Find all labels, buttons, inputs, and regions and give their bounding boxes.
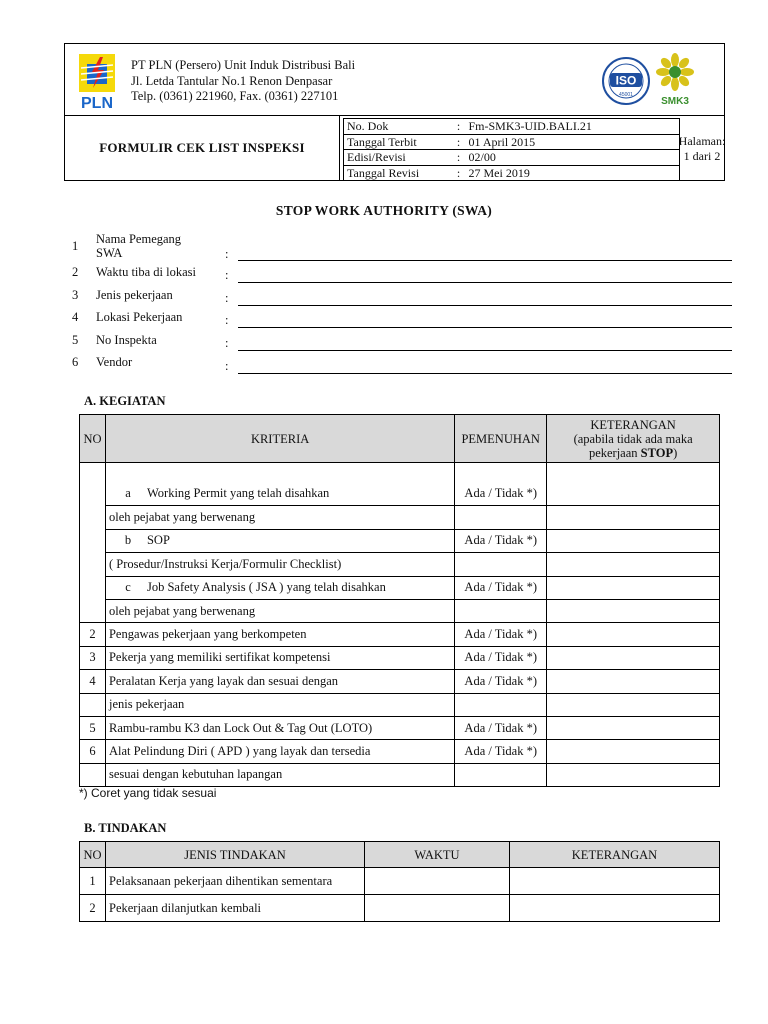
table-row bbox=[80, 670, 720, 693]
field-input-line[interactable] bbox=[238, 373, 732, 374]
table-row bbox=[80, 623, 720, 646]
header-line: KETERANGAN bbox=[590, 417, 676, 432]
keterangan-cell[interactable] bbox=[547, 670, 720, 693]
kriteria-cell bbox=[105, 529, 454, 552]
company-name: PT PLN (Persero) Unit Induk Distribusi Bali bbox=[131, 58, 356, 72]
doc-info-row bbox=[344, 150, 680, 166]
kriteria-cell: Pekerja yang memiliki sertifikat kompetensi bbox=[105, 646, 454, 669]
table-row bbox=[80, 599, 720, 622]
column-header-pemenuhan: PEMENUHAN bbox=[455, 415, 547, 463]
kriteria-text: SOP bbox=[146, 533, 170, 548]
keterangan-cell[interactable] bbox=[510, 868, 720, 895]
kriteria-cell: Rambu-rambu K3 dan Lock Out & Tag Out (LOTO) bbox=[105, 716, 454, 739]
doc-info-value: 27 Mei 2019 bbox=[466, 165, 680, 181]
doc-info-key: Edisi/Revisi bbox=[344, 150, 452, 166]
pemenuhan-cell[interactable] bbox=[455, 553, 547, 576]
table-row bbox=[80, 646, 720, 669]
form-title: FORMULIR CEK LIST INSPEKSI bbox=[65, 116, 340, 180]
keterangan-cell[interactable] bbox=[547, 483, 720, 506]
row-number: 2 bbox=[80, 895, 106, 922]
kegiatan-table bbox=[79, 414, 720, 787]
table-row bbox=[80, 483, 720, 506]
row-spacer bbox=[105, 463, 454, 483]
section-heading-tindakan: B. TINDAKAN bbox=[84, 821, 167, 835]
kriteria-cell: oleh pejabat yang berwenang bbox=[105, 506, 454, 529]
column-header-jenis-tindakan: JENIS TINDAKAN bbox=[106, 842, 365, 868]
field-number: 3 bbox=[72, 288, 79, 302]
table-row bbox=[80, 868, 720, 895]
field-label-line: Nama Pemegang bbox=[96, 232, 182, 246]
row-number: 2 bbox=[80, 623, 106, 646]
doc-info-colon: : bbox=[452, 119, 466, 135]
field-colon: : bbox=[225, 359, 229, 373]
field-colon: : bbox=[225, 313, 229, 327]
field-nama-pemegang bbox=[72, 232, 732, 260]
document-header bbox=[64, 43, 725, 181]
doc-info-key: Tanggal Terbit bbox=[344, 134, 452, 150]
keterangan-cell[interactable] bbox=[547, 529, 720, 552]
field-number: 2 bbox=[72, 265, 79, 279]
kriteria-text: Working Permit yang telah disahkan bbox=[146, 486, 330, 501]
table-row bbox=[80, 716, 720, 739]
smk3-logo-text: SMK3 bbox=[661, 96, 689, 107]
page-number-label: Halaman: bbox=[678, 134, 726, 148]
row-spacer bbox=[547, 463, 720, 483]
kriteria-text: Job Safety Analysis ( JSA ) yang telah disahkan bbox=[146, 580, 386, 595]
table-row bbox=[80, 529, 720, 552]
field-colon: : bbox=[225, 247, 229, 261]
row-number: 1 bbox=[80, 868, 106, 895]
doc-info-colon: : bbox=[452, 165, 466, 181]
keterangan-cell[interactable] bbox=[510, 895, 720, 922]
pemenuhan-cell[interactable]: Ada / Tidak *) bbox=[455, 576, 547, 599]
iso-logo-text: ISO bbox=[615, 73, 637, 88]
keterangan-cell[interactable] bbox=[547, 623, 720, 646]
doc-info-value: Fm-SMK3-UID.BALI.21 bbox=[466, 119, 680, 135]
field-label: Vendor bbox=[96, 355, 133, 369]
field-number: 1 bbox=[72, 239, 79, 253]
column-header-kriteria: KRITERIA bbox=[105, 415, 454, 463]
field-waktu-tiba bbox=[72, 265, 732, 285]
kriteria-cell: Pengawas pekerjaan yang berkompeten bbox=[105, 623, 454, 646]
page-number bbox=[664, 134, 740, 164]
row-number: 5 bbox=[80, 716, 106, 739]
pln-logo-text: PLN bbox=[81, 95, 113, 112]
row-number bbox=[80, 693, 106, 716]
field-input-line[interactable] bbox=[238, 260, 732, 261]
doc-info-key: Tanggal Revisi bbox=[344, 165, 452, 181]
column-header-no: NO bbox=[80, 415, 106, 463]
table-row bbox=[80, 506, 720, 529]
sub-letter: c bbox=[125, 580, 131, 595]
iso-logo-icon bbox=[601, 56, 651, 106]
table-row bbox=[80, 740, 720, 763]
company-info bbox=[131, 58, 355, 105]
header-line: pekerjaan bbox=[588, 445, 641, 460]
field-label: Lokasi Pekerjaan bbox=[96, 310, 183, 324]
iso-number: 45001 bbox=[619, 92, 633, 98]
table-row bbox=[80, 895, 720, 922]
keterangan-cell[interactable] bbox=[547, 693, 720, 716]
row-number: 3 bbox=[80, 646, 106, 669]
field-vendor bbox=[72, 355, 732, 375]
pemenuhan-cell[interactable]: Ada / Tidak *) bbox=[455, 483, 547, 506]
row-spacer bbox=[455, 463, 547, 483]
field-number: 6 bbox=[72, 355, 79, 369]
doc-info-row bbox=[344, 119, 680, 135]
kriteria-cell: Peralatan Kerja yang layak dan sesuai dengan bbox=[105, 670, 454, 693]
field-label-line: SWA bbox=[96, 246, 123, 260]
table-row bbox=[80, 693, 720, 716]
stop-label: STOP bbox=[640, 445, 674, 460]
header-line: (apabila tidak ada maka bbox=[573, 431, 693, 446]
section-heading-kegiatan: A. KEGIATAN bbox=[84, 394, 166, 408]
table-row bbox=[80, 576, 720, 599]
pemenuhan-cell[interactable] bbox=[455, 693, 547, 716]
tindakan-table bbox=[79, 841, 720, 922]
keterangan-cell[interactable] bbox=[547, 553, 720, 576]
kriteria-cell: jenis pekerjaan bbox=[105, 693, 454, 716]
table-row bbox=[80, 763, 720, 786]
column-header-keterangan: KETERANGAN bbox=[510, 842, 720, 868]
field-jenis-pekerjaan bbox=[72, 288, 732, 308]
jenis-tindakan-cell: Pelaksanaan pekerjaan dihentikan sementara bbox=[106, 868, 365, 895]
keterangan-cell[interactable] bbox=[547, 763, 720, 786]
pemenuhan-cell[interactable]: Ada / Tidak *) bbox=[455, 529, 547, 552]
keterangan-cell[interactable] bbox=[547, 646, 720, 669]
keterangan-cell[interactable] bbox=[547, 599, 720, 622]
kriteria-cell: oleh pejabat yang berwenang bbox=[105, 599, 454, 622]
company-phone: Telp. (0361) 221960, Fax. (0361) 227101 bbox=[131, 89, 339, 103]
doc-info-row bbox=[344, 134, 680, 150]
field-number: 5 bbox=[72, 333, 79, 347]
pemenuhan-cell[interactable]: Ada / Tidak *) bbox=[455, 670, 547, 693]
doc-info-row bbox=[344, 165, 680, 181]
field-label: Waktu tiba di lokasi bbox=[96, 265, 197, 279]
row-number: 6 bbox=[80, 740, 106, 763]
jenis-tindakan-cell: Pekerjaan dilanjutkan kembali bbox=[106, 895, 365, 922]
page-title: STOP WORK AUTHORITY (SWA) bbox=[275, 203, 493, 218]
doc-info-value: 01 April 2015 bbox=[466, 134, 680, 150]
table-header-row bbox=[80, 415, 720, 463]
field-input-line[interactable] bbox=[238, 327, 732, 328]
column-header-no: NO bbox=[80, 842, 106, 868]
kriteria-cell: ( Prosedur/Instruksi Kerja/Formulir Checklist) bbox=[105, 553, 454, 576]
header-line: ) bbox=[673, 445, 678, 460]
page-number-value: 1 dari 2 bbox=[683, 149, 721, 163]
company-block bbox=[65, 44, 724, 116]
doc-info-key: No. Dok bbox=[344, 119, 452, 135]
pemenuhan-cell[interactable]: Ada / Tidak *) bbox=[455, 716, 547, 739]
company-address: Jl. Letda Tantular No.1 Renon Denpasar bbox=[131, 73, 333, 88]
row-number bbox=[80, 763, 106, 786]
row-number bbox=[80, 463, 106, 623]
keterangan-cell[interactable] bbox=[547, 506, 720, 529]
waktu-cell[interactable] bbox=[365, 895, 510, 922]
pemenuhan-cell[interactable] bbox=[455, 599, 547, 622]
pln-logo-icon bbox=[73, 52, 121, 112]
kriteria-cell: Alat Pelindung Diri ( APD ) yang layak dan tersedia bbox=[105, 740, 454, 763]
pemenuhan-cell[interactable] bbox=[455, 506, 547, 529]
table-row bbox=[80, 463, 720, 483]
field-input-line[interactable] bbox=[238, 350, 732, 351]
field-label bbox=[96, 232, 181, 260]
pemenuhan-cell[interactable] bbox=[455, 763, 547, 786]
waktu-cell[interactable] bbox=[365, 868, 510, 895]
pemenuhan-cell[interactable]: Ada / Tidak *) bbox=[455, 623, 547, 646]
field-label: Jenis pekerjaan bbox=[96, 288, 173, 302]
doc-info-colon: : bbox=[452, 134, 466, 150]
row-number: 4 bbox=[80, 670, 106, 693]
sub-letter: b bbox=[124, 533, 132, 548]
table-row bbox=[80, 553, 720, 576]
field-lokasi-pekerjaan bbox=[72, 310, 732, 330]
table-header-row bbox=[80, 842, 720, 868]
doc-info-value: 02/00 bbox=[466, 150, 680, 166]
kriteria-cell: sesuai dengan kebutuhan lapangan bbox=[105, 763, 454, 786]
kriteria-cell bbox=[105, 576, 454, 599]
document-info-table bbox=[343, 118, 680, 181]
column-header-keterangan bbox=[547, 415, 720, 463]
footnote: *) Coret yang tidak sesuai bbox=[79, 786, 217, 800]
kriteria-cell bbox=[105, 483, 454, 506]
keterangan-cell[interactable] bbox=[547, 740, 720, 763]
field-input-line[interactable] bbox=[238, 305, 732, 306]
doc-info-colon: : bbox=[452, 150, 466, 166]
keterangan-cell[interactable] bbox=[547, 716, 720, 739]
field-colon: : bbox=[225, 268, 229, 282]
pemenuhan-cell[interactable]: Ada / Tidak *) bbox=[455, 646, 547, 669]
field-no-inspekta bbox=[72, 333, 732, 353]
sub-letter: a bbox=[125, 486, 131, 501]
column-header-waktu: WAKTU bbox=[365, 842, 510, 868]
smk3-logo-icon bbox=[655, 52, 695, 108]
field-number: 4 bbox=[72, 310, 79, 324]
field-input-line[interactable] bbox=[238, 282, 732, 283]
field-label: No Inspekta bbox=[96, 333, 157, 347]
keterangan-cell[interactable] bbox=[547, 576, 720, 599]
pemenuhan-cell[interactable]: Ada / Tidak *) bbox=[455, 740, 547, 763]
field-colon: : bbox=[225, 336, 229, 350]
field-colon: : bbox=[225, 291, 229, 305]
